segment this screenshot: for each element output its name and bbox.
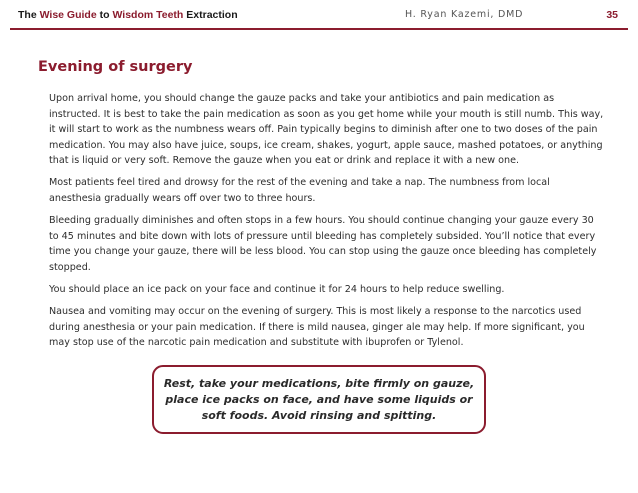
paragraph-bleeding: Bleeding gradually diminishes and often stops in a few hours. You should continue changing your gauze every 30 to 45 minutes and bite down with lots of pressure until bleeding has completely subsided. You’ll notice that every time you change your gauze, there will be less blood. You can stop using the gauze once bleeding has completely stopped. — [49, 215, 597, 273]
section-title: Evening of surgery — [38, 59, 193, 75]
page-header — [10, 6, 628, 26]
page-number: 35 — [606, 9, 618, 21]
book-title-extraction: Extraction — [186, 9, 238, 21]
paragraph-tired-drowsy: Most patients feel tired and drowsy for the rest of the evening and take a nap. The numbness from local anesthesia gradually wears off over two to three hours. — [49, 177, 550, 205]
header-divider — [10, 28, 628, 30]
book-title-to: to — [99, 9, 110, 21]
paragraph-ice-pack: You should place an ice pack on your face and continue it for 24 hours to help reduce swelling. — [49, 284, 505, 296]
author-name: H. Ryan Kazemi, DMD — [405, 9, 524, 20]
paragraph-arrival-home: Upon arrival home, you should change the gauze packs and take your antibiotics and pain medication as instructed. It is best to take the pain medication as soon as you get home while your mouth is still numb. This way, it will start to work as the numbness wears off. Pain typically begins to diminish after one to two doses of the pain medication. You may also have juice, soups, ice cream, shakes, yogurt, apple sauce, mashed potatoes, or anything that is liquid or very soft. Remove the gauze when you eat or drink and replace it with a new one. — [49, 93, 604, 167]
summary-callout-box — [152, 365, 486, 434]
book-title-wise-guide: Wise Guide — [39, 9, 97, 21]
book-title-the: The — [18, 9, 37, 21]
summary-callout-text: Rest, take your medications, bite firmly on gauze, place ice packs on face, and have some liquids or soft foods. Avoid rinsing and spitting. — [163, 376, 475, 422]
book-title — [18, 9, 238, 21]
section-body — [49, 91, 605, 357]
book-title-wisdom-teeth: Wisdom Teeth — [112, 9, 184, 21]
paragraph-nausea: Nausea and vomiting may occur on the evening of surgery. This is most likely a response to the narcotics used during anesthesia or your pain medication. If there is mild nausea, ginger ale may help. If more significant, you may stop use of the narcotic pain medication and substitute with ibuprofen or Tylenol. — [49, 306, 585, 349]
